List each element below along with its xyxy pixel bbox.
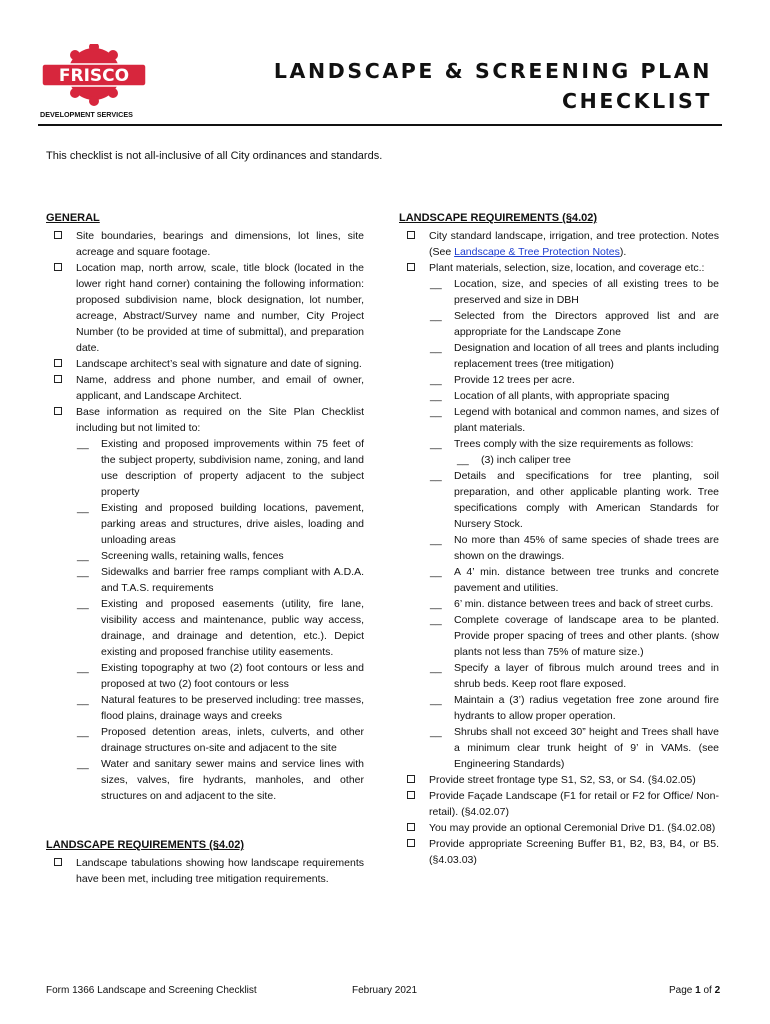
checklist-item: Plant materials, selection, size, location, and coverage etc.: bbox=[399, 260, 719, 276]
checklist-subitem: __ Trees comply with the size requirements as follows: bbox=[430, 438, 694, 450]
checklist-subitem: __ Existing and proposed improvements within 75 feet of the subject property, subdivision name, zoning, and land use description of property adjacent to the subject property bbox=[77, 438, 364, 498]
checkbox[interactable] bbox=[54, 407, 62, 415]
checkbox[interactable] bbox=[407, 839, 415, 847]
svg-text:FRISCO: FRISCO bbox=[58, 66, 130, 86]
checklist-subitem: __ A 4’ min. distance between tree trunks and concrete pavement and utilities. bbox=[430, 566, 719, 594]
checklist-subitem: __ Location, size, and species of all existing trees to be preserved and size in DBH bbox=[430, 278, 719, 306]
left-column bbox=[46, 210, 364, 887]
checklist-subitem: __ No more than 45% of same species of shade trees are shown on the drawings. bbox=[430, 534, 719, 562]
checklist-subitem: __ Existing topography at two (2) foot contours or less and proposed at two (2) foot contours or less bbox=[77, 662, 364, 690]
title-line-2: CHECKLIST bbox=[562, 89, 712, 113]
checklist-item: Site boundaries, bearings and dimensions, lot lines, site acreage and square footage. bbox=[46, 228, 364, 260]
checklist-subitem: __ Selected from the Directors approved list and are appropriate for the Landscape Zone bbox=[430, 310, 719, 338]
checklist-subitem: __ Designation and location of all trees and plants including replacement trees (tree mitigation) bbox=[430, 342, 719, 370]
checklist-subitem: __ Specify a layer of fibrous mulch around trees and in shrub beds. Keep root flare exposed. bbox=[430, 662, 719, 690]
right-column bbox=[399, 210, 719, 868]
checklist-item: Landscape architect’s seal with signature and date of signing. bbox=[46, 356, 364, 372]
landscape-heading-left: LANDSCAPE REQUIREMENTS (§4.02) bbox=[46, 839, 245, 851]
svg-text:DEVELOPMENT SERVICES: DEVELOPMENT SERVICES bbox=[40, 110, 133, 119]
footer-form-name: Form 1366 Landscape and Screening Checklist bbox=[46, 985, 257, 996]
checklist-subitem: __ Existing and proposed building locations, pavement, parking areas and structures, drive aisles, loading and unloading areas bbox=[77, 502, 364, 546]
checklist-item: Base information as required on the Site Plan Checklist including but not limited to: bbox=[46, 404, 364, 436]
page-title bbox=[274, 56, 712, 116]
header-rule bbox=[38, 124, 722, 126]
checkbox[interactable] bbox=[54, 359, 62, 367]
checklist-item: You may provide an optional Ceremonial Drive D1. (§4.02.08) bbox=[399, 820, 719, 836]
checklist-subitem: __ Complete coverage of landscape area to be planted. Provide proper spacing of trees and other plants. (show plants not less than 75% of mature size.) bbox=[430, 614, 719, 658]
checklist-item: Provide street frontage type S1, S2, S3, or S4. (§4.02.05) bbox=[399, 772, 719, 788]
checkbox[interactable] bbox=[407, 263, 415, 271]
checklist-item: Provide Façade Landscape (F1 for retail or F2 for Office/ Non-retail). (§4.02.07) bbox=[399, 788, 719, 820]
landscape-heading-right: LANDSCAPE REQUIREMENTS (§4.02) bbox=[399, 212, 598, 224]
checkbox[interactable] bbox=[54, 375, 62, 383]
checkbox[interactable] bbox=[407, 823, 415, 831]
checklist-subitem: __ Shrubs shall not exceed 30” height and Trees shall have a minimum clear trunk height of 9’ in VAMs. (see Engineering Standards) bbox=[430, 726, 719, 770]
title-line-1: LANDSCAPE & SCREENING PLAN bbox=[273, 59, 712, 83]
checklist-item: Name, address and phone number, and email of owner, applicant, and Landscape Architect. bbox=[46, 372, 364, 404]
checkbox[interactable] bbox=[54, 858, 62, 866]
checklist-item: Provide appropriate Screening Buffer B1, B2, B3, B4, or B5. (§4.03.03) bbox=[399, 836, 719, 868]
tree-protection-notes-link[interactable]: Landscape & Tree Protection Notes bbox=[454, 246, 620, 258]
checklist-subitem: __ Natural features to be preserved including: tree masses, flood plains, drainage ways and creeks bbox=[77, 694, 364, 722]
footer-page-number: Page 1 of 2 bbox=[669, 985, 721, 996]
intro-text: This checklist is not all-inclusive of all City ordinances and standards. bbox=[46, 150, 383, 162]
checklist-item: Location map, north arrow, scale, title block (located in the lower right hand corner) containing the following information: proposed subdivision name, block designation, lot number, acreage, Abstract/Survey name and number, City Project Number (to be provided at time of submittal), and preparation date. bbox=[46, 260, 364, 356]
checklist-item: Landscape tabulations showing how landscape requirements have been met, including tree mitigation requirements. bbox=[46, 855, 364, 887]
frisco-logo bbox=[38, 44, 150, 120]
checkbox[interactable] bbox=[407, 231, 415, 239]
general-heading: GENERAL bbox=[46, 212, 100, 224]
checkbox[interactable] bbox=[407, 775, 415, 783]
checklist-subitem: __ 6’ min. distance between trees and back of street curbs. bbox=[430, 598, 714, 610]
checklist-subitem: __ Screening walls, retaining walls, fences bbox=[77, 550, 284, 562]
checklist-item: City standard landscape, irrigation, and tree protection. Notes (See Landscape & Tree Protection Notes). bbox=[399, 228, 719, 260]
checklist-subitem: __ Proposed detention areas, inlets, culverts, and other drainage structures on-site and adjacent to the site bbox=[77, 726, 364, 754]
checklist-subitem: __ Location of all plants, with appropriate spacing bbox=[430, 390, 670, 402]
checklist-subitem: __ Provide 12 trees per acre. bbox=[430, 374, 575, 386]
checkbox[interactable] bbox=[54, 263, 62, 271]
checklist-subitem: __ Maintain a (3’) radius vegetation free zone around fire hydrants to allow proper operation. bbox=[430, 694, 719, 722]
checkbox[interactable] bbox=[407, 791, 415, 799]
checkbox[interactable] bbox=[54, 231, 62, 239]
checklist-subitem: __ Legend with botanical and common names, and sizes of plant materials. bbox=[430, 406, 719, 434]
checklist-subitem: __ Existing and proposed easements (utility, fire lane, visibility access and maintenance, public way access, drainage, and drainage and detention, etc.). Depict existing and proposed franchise utility easements. bbox=[77, 598, 364, 658]
checklist-subitem: __ Water and sanitary sewer mains and service lines with sizes, valves, fire hydrants, manholes, and other structures on and adjacent to the site. bbox=[77, 758, 364, 802]
checklist-subitem: __ Sidewalks and barrier free ramps compliant with A.D.A. and T.A.S. requirements bbox=[77, 566, 364, 594]
checklist-subitem: __ Details and specifications for tree planting, soil preparation, and other applicable planting work. Tree specifications comply with American Standards for Nursery Stock. bbox=[430, 470, 719, 530]
checklist-subsubitem: __ (3) inch caliper tree bbox=[457, 454, 571, 466]
footer-date: February 2021 bbox=[352, 985, 418, 996]
